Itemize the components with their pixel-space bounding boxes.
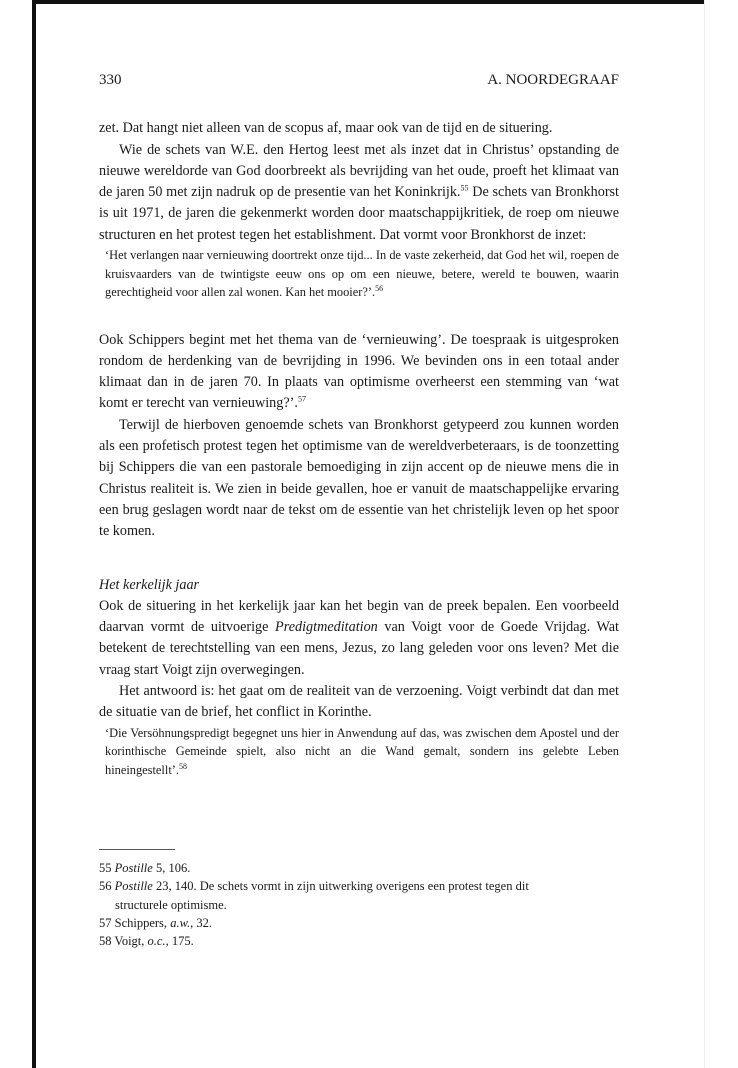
book-page xyxy=(99,70,619,950)
footnote-italic: o.c., xyxy=(147,933,169,948)
footnotes xyxy=(99,859,619,950)
block-quote-2-text: ‘Die Versöhnungspredigt begegnet uns hier in Anwendung auf das, was zwischen dem Apostel und der korinthische Gemeinde spielt, also nicht an die Wand gemalt, sondern ins gelebte Leben hineingestellt’. xyxy=(105,725,619,777)
paragraph-1: zet. Dat hangt niet alleen van de scopus af, maar ook van de tijd en de situering. xyxy=(99,120,553,137)
footnote-56 xyxy=(99,877,619,913)
footnote-italic: Postille xyxy=(114,879,153,894)
scan-border-top xyxy=(34,0,706,4)
paragraph-3 xyxy=(99,330,619,415)
scan-border-left xyxy=(32,0,36,1068)
footnote-number: 57 xyxy=(99,915,112,930)
running-head: A. NOORDEGRAAF xyxy=(487,72,619,88)
footnote-italic: a.w., xyxy=(170,915,194,930)
footnote-ref-56[interactable]: 56 xyxy=(375,283,384,293)
footnote-number: 56 xyxy=(99,879,112,894)
paragraph-5 xyxy=(99,596,619,681)
footnote-number: 55 xyxy=(99,861,112,876)
footnote-ref-58[interactable]: 58 xyxy=(178,761,187,771)
block-quote-1 xyxy=(99,246,619,302)
footnote-pre: Schippers, xyxy=(114,915,171,930)
paragraph-2-text: Wie de schets van W.E. den Hertog leest met als inzet dat in Christus’ opstanding de nieuwe wereldorde van God doorbreekt als bevrijding van het oude, proeft het klimaat van de jaren 50 met zijn nadruk op de presentie van het Koninkrijk. xyxy=(99,141,619,201)
paragraph-5-post: van Voigt voor de Goede Vrijdag. Wat betekent de terechtstelling van een mens, Jezus, zo lang geleden voor ons leven? Met die vraag start Voigt zijn overwegingen. xyxy=(99,619,620,678)
footnote-italic: Postille xyxy=(114,861,153,876)
scan-margin-right xyxy=(704,0,738,1068)
footnote-text: 32. xyxy=(193,915,212,930)
footnote-58 xyxy=(99,932,619,950)
footnote-text: 23, 140. De schets vormt in zijn uitwerking overigens een protest tegen dit xyxy=(152,879,529,894)
paragraph-5-italic: Predigtmeditation xyxy=(275,619,378,636)
footnote-55 xyxy=(99,859,619,877)
page-number: 330 xyxy=(99,72,122,88)
footnote-ref-57[interactable]: 57 xyxy=(297,394,306,404)
paragraph-3-text: Ook Schippers begint met het thema van de ‘vernieuwing’. De toespraak is uitgesproken rondom de herdenking van de bevrijding in 1996. We bevinden ons in een totaal ander klimaat dan in de jaren 70. In plaats van optimisme overheerst een stemming van ‘wat komt er terecht van vernieuwing?’. xyxy=(99,331,619,412)
footnote-57 xyxy=(99,914,619,932)
footnote-text: 5, 106. xyxy=(152,861,191,876)
section-title: Het kerkelijk jaar xyxy=(99,576,200,593)
paragraph-6: Het antwoord is: het gaat om de realiteit van de verzoening. Voigt verbindt dat dan met de situatie van de brief, het conflict in Korinthe. xyxy=(99,683,619,721)
paragraph-5-pre: Ook de situering in het kerkelijk jaar kan het begin van de preek bepalen. Een voorbeeld daarvan vormt de uitvoerige xyxy=(99,597,619,636)
footnote-text: 175. xyxy=(168,933,194,948)
footnote-text-cont: structurele optimisme. xyxy=(115,897,227,912)
paragraph-2-text-cont: De schets van Bronkhorst is uit 1971, de jaren die gekenmerkt worden door maatschappijkritiek, de roep om nieuwe structuren en het protest tegen het establishment. Dat vormt voor Bronkhorst de inzet: xyxy=(99,184,620,243)
footnote-pre: Voigt, xyxy=(114,933,148,948)
paragraph-2 xyxy=(99,140,619,246)
block-quote-1-text: ‘Het verlangen naar vernieuwing doortrekt onze tijd... In de vaste zekerheid, dat God het wil, roepen de kruisvaarders van de twintigste eeuw ons op om een nieuwe, betere, wereld te bouwen, waarin gerechtigheid voor allen zal wonen. Kan het mooier?’. xyxy=(105,248,619,300)
footnote-number: 58 xyxy=(99,933,112,948)
block-quote-2 xyxy=(99,724,619,780)
footnote-divider xyxy=(99,849,175,850)
page-header xyxy=(99,70,619,91)
footnote-ref-55[interactable]: 55 xyxy=(460,183,469,193)
paragraph-4: Terwijl de hierboven genoemde schets van Bronkhorst getypeerd zou kunnen worden als een profetisch protest tegen het optimisme van de wereldverbeteraars, is de toonzetting bij Schippers die van een pastorale bemoediging in zijn accent op de nieuwe mens die in Christus realiteit is. We zien in beide gevallen, hoe er vanuit de maatschappelijke ervaring een brug geslagen wordt naar de tekst om de essentie van het christelijk leven op het spoor te komen. xyxy=(99,416,619,540)
